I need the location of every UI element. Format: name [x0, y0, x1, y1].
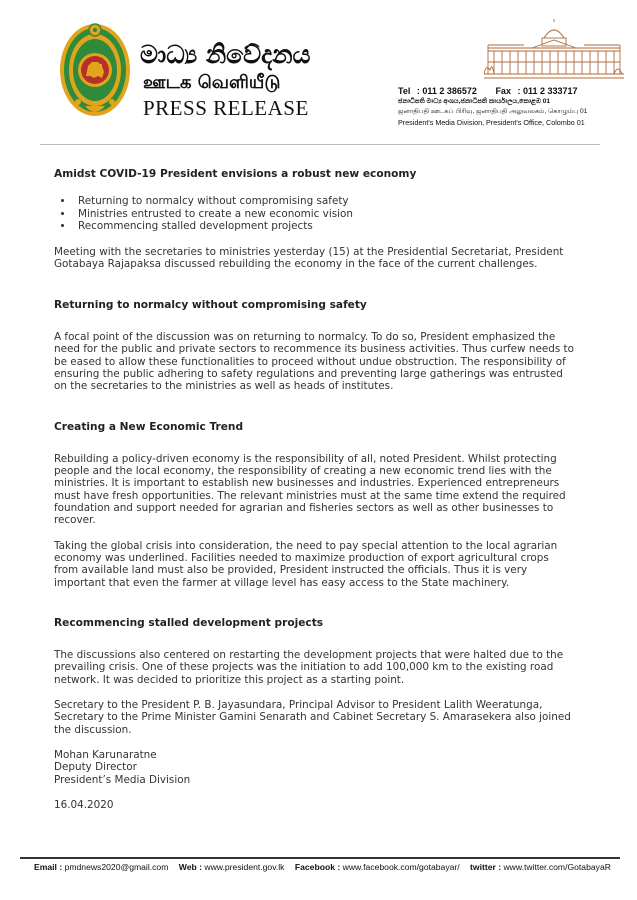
fax-label: Fax	[495, 86, 511, 96]
twitter-link[interactable]: www.twitter.com/GotabayaR	[503, 862, 611, 872]
phone-fax-line	[398, 86, 630, 96]
release-date: 16.04.2020	[54, 798, 114, 811]
signature-block	[54, 749, 574, 786]
paragraph: The discussions also centered on restarting the development projects that were halted due to the prevailing crisis. One of these projects was the initiation to add 100,000 km to the existing road network. It was decided to prioritize this project as a starting point.	[54, 649, 564, 686]
website-link[interactable]: www.president.gov.lk	[204, 862, 285, 872]
paragraph: Taking the global crisis into consideration, the need to pay special attention to the local agrarian economy was underlined. Facilities needed to maximize production of export agricultural crops from available land must also be provided, President instructed the officials. Thus it is very important that even the farmer at village level has easy access to the State machinery.	[54, 539, 558, 589]
paragraph: Rebuilding a policy-driven economy is the responsibility of all, noted President. Whilst protecting people and the local economy, the responsibility of creating a new economic trend lies with the ministries. It is important to establish new businesses and industries. Experienced entrepreneurs must have fresh opportunities. The relevant ministries must at the same time extend the required foundation and support needed for agrarian and fisheries sectors as well as other businesses to recover.	[54, 452, 566, 527]
facebook-link[interactable]: www.facebook.com/gotabayar/	[342, 862, 460, 872]
press-release-body	[54, 168, 574, 811]
signature-division: President’s Media Division	[54, 773, 191, 786]
title-english: PRESS RELEASE	[143, 96, 309, 120]
signature-name: Mohan Karunaratne	[54, 748, 157, 761]
footer-contacts	[34, 862, 634, 872]
tel-label: Tel	[398, 86, 411, 96]
contact-block	[398, 86, 630, 127]
signature-title: Deputy Director	[54, 761, 137, 774]
twitter-label: twitter :	[470, 862, 502, 872]
section-heading-development-projects: Recommencing stalled development projects	[54, 616, 324, 629]
title-sinhala: මාධ්‍ය නිවේදනය	[140, 40, 311, 69]
sri-lanka-emblem-icon	[58, 22, 132, 118]
paragraph: Secretary to the President P. B. Jayasundara, Principal Advisor to President Lalith Weeratunga, Secretary to the Prime Minister Gamini Senarath and Cabinet Secretary S. Amarasekera also joined the discussion.	[54, 699, 571, 736]
address-sinhala: ජනාධිපති මාධ්‍ය අංශය,ජනාධිපති කාර්යාලය,කොළඹ 01	[398, 98, 551, 105]
section-heading-normalcy: Returning to normalcy without compromising safety	[54, 298, 367, 311]
tel-value: : 011 2 386572	[416, 86, 477, 96]
web-label: Web :	[178, 862, 202, 872]
headline: Amidst COVID-19 President envisions a robust new economy	[54, 168, 417, 180]
header-divider	[40, 144, 600, 145]
email-link[interactable]: pmdnews2020@gmail.com	[64, 862, 169, 872]
presidential-secretariat-building-icon	[484, 18, 624, 80]
paragraph: A focal point of the discussion was on returning to normalcy. To do so, President emphasized the need for the public and private sectors to recommence its business activities. Thus curfew needs to be eased to allow these functionalities to proceed without undue obstruction. The responsibility of ensuring the public adhering to safety regulations and preventing large gatherings was entrusted on the secretaries to the ministries as well as heads of institutes.	[54, 331, 574, 393]
facebook-label: Facebook :	[294, 862, 341, 872]
intro-paragraph: Meeting with the secretaries to ministries yesterday (15) at the Presidential Secretariat, President Gotabaya Rajapaksa discussed rebuilding the economy in the face of the current challenges.	[54, 246, 564, 271]
list-item: • Ministries entrusted to create a new economic vision	[74, 208, 574, 220]
highlights-list	[54, 195, 574, 232]
address-english: President's Media Division, President's Office, Colombo 01	[398, 118, 585, 127]
title-tamil: ஊடக வெளியீடு	[143, 72, 281, 93]
list-item: • Returning to normalcy without compromising safety	[74, 195, 574, 207]
footer-divider	[20, 857, 620, 859]
section-heading-economic-trend: Creating a New Economic Trend	[54, 420, 244, 433]
fax-value: : 011 2 333717	[517, 86, 578, 96]
email-label: Email :	[34, 862, 63, 872]
letterhead	[0, 0, 637, 140]
list-item: • Recommencing stalled development projects	[74, 220, 574, 232]
address-tamil: ஜனாதிபதி ஊடகப் பிரிவு, ஜனாதிபதி அலுவலகம், கொழும்பு 01	[398, 108, 588, 115]
